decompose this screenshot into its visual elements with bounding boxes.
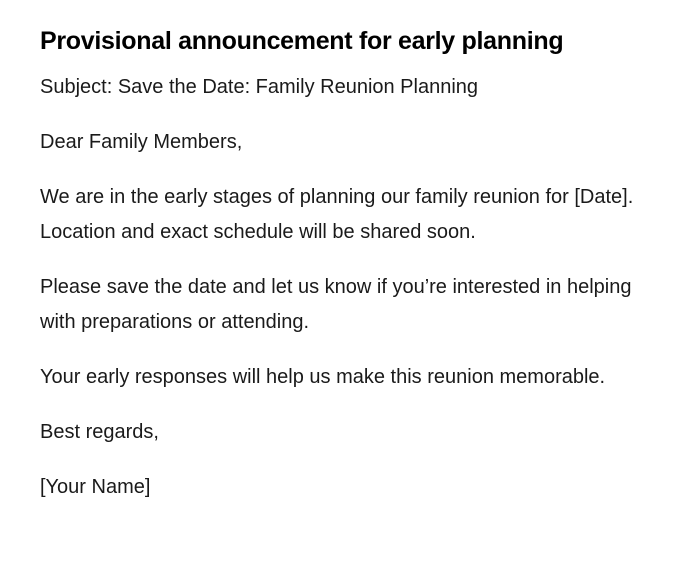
signature: [Your Name]	[40, 476, 151, 498]
subject-line: Subject: Save the Date: Family Reunion Planning	[40, 76, 479, 98]
body-paragraph: Please save the date and let us know if you’re interested in helping with preparations or attending.	[40, 276, 632, 333]
body-paragraph: Your early responses will help us make this reunion memorable.	[40, 366, 606, 388]
greeting: Dear Family Members,	[40, 131, 243, 153]
body-paragraph: We are in the early stages of planning our family reunion for [Date]. Location and exact schedule will be shared soon.	[40, 186, 634, 243]
closing: Best regards,	[40, 421, 159, 443]
document-title: Provisional announcement for early planning	[40, 27, 564, 55]
